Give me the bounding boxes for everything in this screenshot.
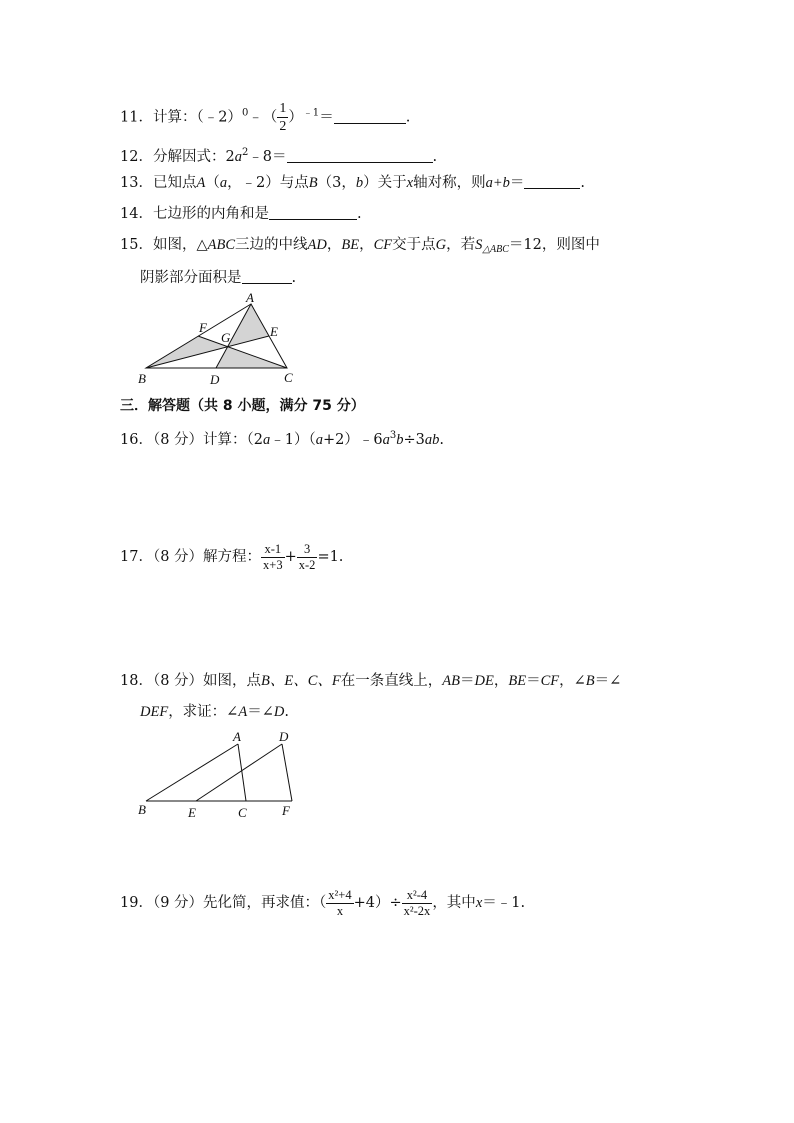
answer-blank[interactable]: [524, 174, 580, 189]
question-15: 15．如图，△ABC三边的中线AD，BE，CF交于点G，若$S_{\triangle ABC}=12$，则图中: [120, 237, 600, 255]
q15-triangle-figure: [130, 292, 310, 392]
fraction-3-over-x-minus-2: $\frac{3}{x-2}$: [298, 541, 316, 572]
question-15-line-2: 阴影部分面积是 .: [140, 270, 297, 286]
label-f: F: [282, 803, 290, 818]
label-d: D: [279, 729, 289, 744]
fraction-one-half: $\frac{1}{2}$: [279, 101, 287, 134]
label-e: E: [270, 324, 278, 339]
answer-blank[interactable]: [287, 148, 433, 163]
label-a: A: [233, 729, 241, 744]
segment-ab: [146, 744, 238, 801]
label-d: D: [210, 372, 220, 387]
label-c: C: [238, 805, 247, 820]
segment-df: [282, 744, 292, 801]
label-b: B: [138, 802, 146, 817]
label-g: G: [221, 330, 231, 345]
question-11: 11．计算：（﹣2）$^0$﹣（ $\frac{1}{2}$ ）$^{﹣1}$＝ .: [120, 101, 411, 134]
question-17: 17．（8 分）解方程： $\frac{x-1}{x+3}$ + $\frac{3}{x-2}$ =1.: [120, 541, 344, 572]
q18-triangles-figure: [130, 726, 310, 826]
label-a: A: [246, 292, 254, 305]
label-b: B: [138, 371, 146, 386]
shaded-region-dgc: [216, 347, 287, 368]
question-12: 12．分解因式：$2a^2﹣8=$ .: [120, 147, 438, 165]
fraction-x-minus-1-over-x-plus-3: $\frac{x-1}{x+3}$: [263, 541, 283, 572]
answer-blank[interactable]: [334, 109, 406, 124]
fraction-x2-plus-4-over-x: $\frac{\text{x²+4}}{x}$: [328, 887, 352, 918]
shaded-region-bfg: [146, 336, 228, 368]
question-14: 14．七边形的内角和是 .: [120, 206, 362, 222]
question-18: 18．（8 分）如图，点B、E、C、F在一条直线上，AB＝DE，BE＝CF，∠B＝∠: [120, 673, 622, 689]
label-c: C: [284, 370, 293, 385]
label-f: F: [199, 320, 207, 335]
question-16: 16．（8 分）计算：$(2a﹣1)(a+2)﹣6a^3b\div 3ab$.: [120, 430, 444, 448]
answer-blank[interactable]: [242, 269, 292, 284]
question-18-line-2: DEF，求证：∠A＝∠D.: [140, 704, 289, 720]
question-13: 13．已知点A（a，﹣2）与点B（3，b）关于x轴对称，则a+b＝ .: [120, 175, 585, 191]
fraction-x2-minus-4-over-x2-minus-2x: $\frac{\text{x²-4}}{\text{x²-2x}}$: [403, 887, 431, 918]
question-19: 19．（9 分）先化简，再求值：（ $\frac{\text{x²+4}}{x}$ +4）÷ $\frac{\text{x²-4}}{\text{x²-2x}}$ ，其中x＝﹣1.: [120, 887, 526, 918]
answer-blank[interactable]: [269, 205, 357, 220]
section-3-heading: 三．解答题（共 8 小题，满分 75 分）: [120, 398, 365, 414]
label-e: E: [188, 805, 196, 820]
